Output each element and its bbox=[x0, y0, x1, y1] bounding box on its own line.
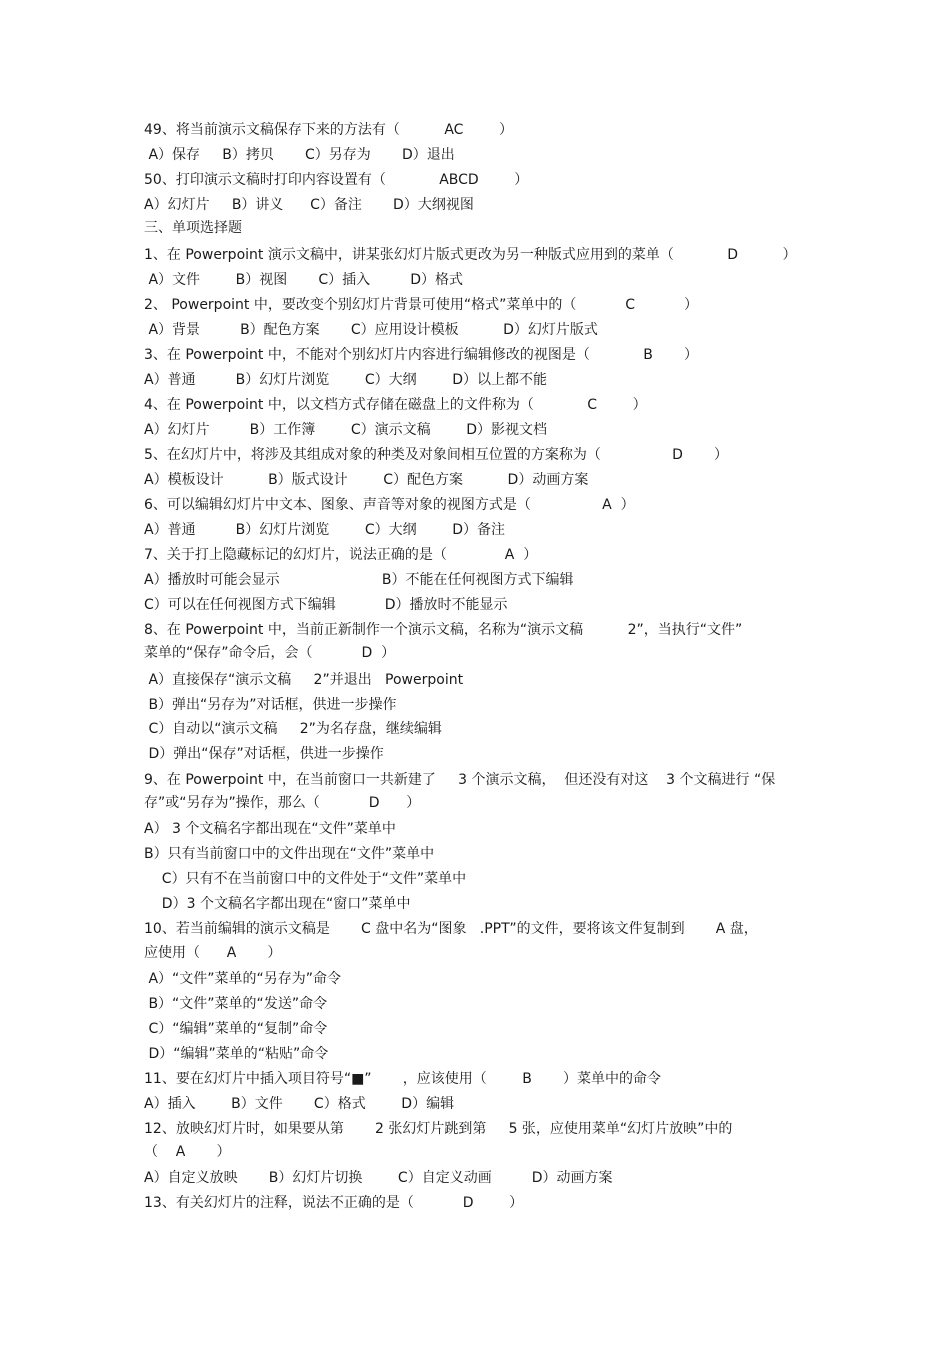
question-1: 1、在 Powerpoint 演示文稿中，讲某张幻灯片版式更改为另一种版式应用到的菜单（ D ） bbox=[144, 247, 797, 263]
question-6: 6、可以编辑幻灯片中文本、图象、声音等对象的视图方式是（ A ） bbox=[144, 497, 635, 513]
question-9: 9、在 Powerpoint 中，在当前窗口一共新建了 3 个演示文稿， 但还没有对这 3 个文稿进行 “保 bbox=[144, 772, 776, 788]
question-2-options: A）背景 B）配色方案 C）应用设计模板 D）幻灯片版式 bbox=[144, 322, 598, 338]
question-7: 7、关于打上隐藏标记的幻灯片，说法正确的是（ A ） bbox=[144, 547, 538, 563]
question-8-option-d: D）弹出“保存”对话框，供进一步操作 bbox=[144, 746, 384, 762]
question-12: 12、放映幻灯片时，如果要从第 2 张幻灯片跳到第 5 张，应使用菜单“幻灯片放映”中的 bbox=[144, 1121, 733, 1137]
question-9-option-b: B）只有当前窗口中的文件出现在“文件”菜单中 bbox=[144, 846, 435, 862]
question-9-option-c: C）只有不在当前窗口中的文件处于“文件”菜单中 bbox=[144, 871, 467, 887]
question-13: 13、有关幻灯片的注释，说法不正确的是（ D ） bbox=[144, 1195, 524, 1211]
question-49-options: A）保存 B）拷贝 C）另存为 D）退出 bbox=[144, 147, 455, 163]
question-3: 3、在 Powerpoint 中，不能对个别幻灯片内容进行编辑修改的视图是（ B ） bbox=[144, 347, 698, 363]
question-10-option-a: A）“文件”菜单的“另存为”命令 bbox=[144, 971, 342, 987]
section-heading: 三、单项选择题 bbox=[144, 220, 242, 236]
question-50: 50、打印演示文稿时打印内容设置有（ ABCD ） bbox=[144, 172, 529, 188]
question-9-option-d: D）3 个文稿名字都出现在“窗口”菜单中 bbox=[144, 896, 411, 912]
question-11: 11、要在幻灯片中插入项目符号“■” ，应该使用（ B ）菜单中的命令 bbox=[144, 1071, 662, 1087]
question-11-options: A）插入 B）文件 C）格式 D）编辑 bbox=[144, 1096, 455, 1112]
question-1-options: A）文件 B）视图 C）插入 D）格式 bbox=[144, 272, 463, 288]
question-10-option-d: D）“编辑”菜单的“粘贴”命令 bbox=[144, 1046, 329, 1062]
question-8-cont: 菜单的“保存”命令后，会（ D ） bbox=[144, 645, 396, 661]
question-4-options: A）幻灯片 B）工作簿 C）演示文稿 D）影视文档 bbox=[144, 422, 547, 438]
question-10-cont: 应使用（ A ） bbox=[144, 945, 282, 961]
question-49: 49、将当前演示文稿保存下来的方法有（ AC ） bbox=[144, 122, 514, 138]
question-4: 4、在 Powerpoint 中，以文档方式存储在磁盘上的文件称为（ C ） bbox=[144, 397, 647, 413]
question-10-option-c: C）“编辑”菜单的“复制”命令 bbox=[144, 1021, 328, 1037]
question-10-option-b: B）“文件”菜单的“发送”命令 bbox=[144, 996, 328, 1012]
question-2: 2、 Powerpoint 中，要改变个别幻灯片背景可使用“格式”菜单中的（ C ） bbox=[144, 297, 699, 313]
question-12-options: A）自定义放映 B）幻灯片切换 C）自定义动画 D）动画方案 bbox=[144, 1170, 613, 1186]
question-7-options-cd: C）可以在任何视图方式下编辑 D）播放时不能显示 bbox=[144, 597, 508, 613]
question-8: 8、在 Powerpoint 中，当前正新制作一个演示文稿，名称为“演示文稿 2”，当执行“文件” bbox=[144, 622, 743, 638]
question-8-option-b: B）弹出“另存为”对话框，供进一步操作 bbox=[144, 697, 397, 713]
question-8-option-a: A）直接保存“演示文稿 2”并退出 Powerpoint bbox=[144, 672, 464, 688]
question-5-options: A）模板设计 B）版式设计 C）配色方案 D）动画方案 bbox=[144, 472, 589, 488]
question-5: 5、在幻灯片中，将涉及其组成对象的种类及对象间相互位置的方案称为（ D ） bbox=[144, 447, 729, 463]
question-7-options-ab: A）播放时可能会显示 B）不能在任何视图方式下编辑 bbox=[144, 572, 574, 588]
question-9-option-a: A） 3 个文稿名字都出现在“文件”菜单中 bbox=[144, 821, 396, 837]
question-10: 10、若当前编辑的演示文稿是 C 盘中名为“图象 .PPT”的文件，要将该文件复制到 A 盘， bbox=[144, 921, 758, 937]
question-8-option-c: C）自动以“演示文稿 2”为名存盘，继续编辑 bbox=[144, 721, 442, 737]
question-6-options: A）普通 B）幻灯片浏览 C）大纲 D）备注 bbox=[144, 522, 505, 538]
question-9-cont: 存”或“另存为”操作，那么（ D ） bbox=[144, 795, 421, 811]
question-3-options: A）普通 B）幻灯片浏览 C）大纲 D）以上都不能 bbox=[144, 372, 547, 388]
question-12-cont: （ A ） bbox=[144, 1144, 231, 1160]
question-50-options: A）幻灯片 B）讲义 C）备注 D）大纲视图 bbox=[144, 197, 474, 213]
